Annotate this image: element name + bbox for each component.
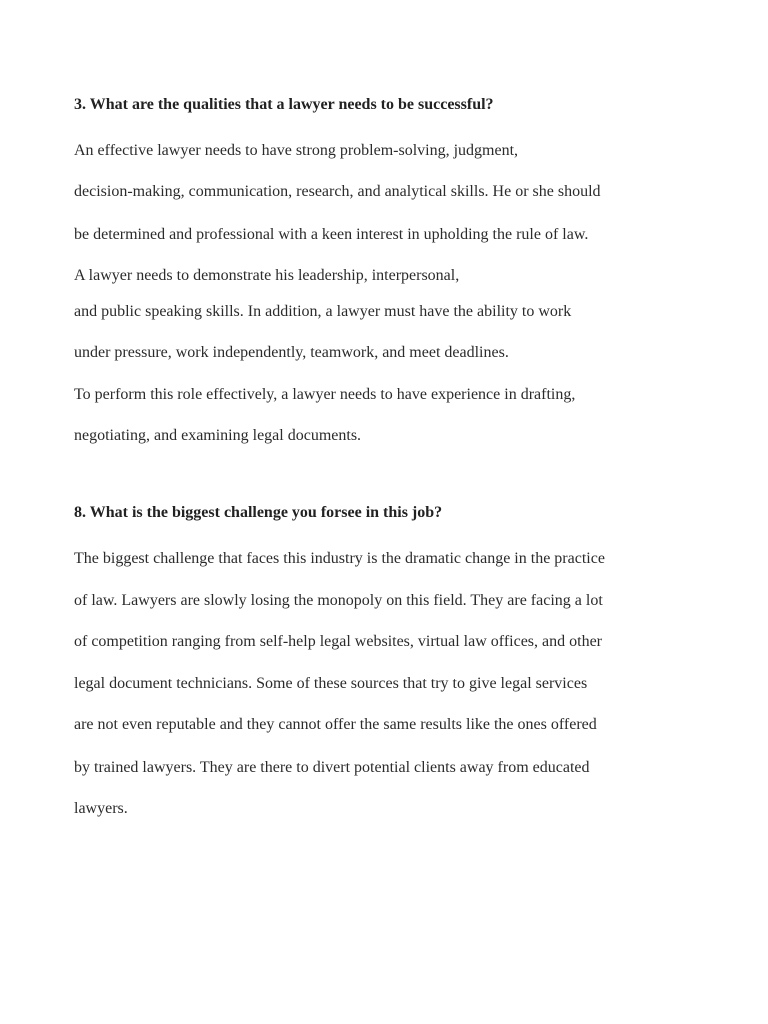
section2-line: by trained lawyers. They are there to divert potential clients away from educated: [74, 759, 590, 776]
section2-line: legal document technicians. Some of these sources that try to give legal services: [74, 675, 588, 692]
section2-line: of competition ranging from self-help legal websites, virtual law offices, and other: [74, 633, 602, 650]
section1-line: A lawyer needs to demonstrate his leadership, interpersonal,: [74, 267, 460, 284]
section1-heading: 3. What are the qualities that a lawyer needs to be successful?: [74, 96, 494, 113]
section1-line: under pressure, work independently, teamwork, and meet deadlines.: [74, 344, 509, 361]
section2-heading: 8. What is the biggest challenge you forsee in this job?: [74, 504, 443, 521]
section1-line: decision-making, communication, research, and analytical skills. He or she should: [74, 183, 601, 200]
section1-line: An effective lawyer needs to have strong problem-solving, judgment,: [74, 142, 519, 159]
section1-line: negotiating, and examining legal documents.: [74, 427, 362, 444]
section1-line: be determined and professional with a keen interest in upholding the rule of law.: [74, 226, 589, 243]
section2-line: are not even reputable and they cannot offer the same results like the ones offered: [74, 716, 597, 733]
section1-line: To perform this role effectively, a lawyer needs to have experience in drafting,: [74, 386, 576, 403]
section2-line: The biggest challenge that faces this industry is the dramatic change in the practice: [74, 550, 605, 567]
section2-line: lawyers.: [74, 800, 128, 817]
section2-line: of law. Lawyers are slowly losing the monopoly on this field. They are facing a lot: [74, 592, 603, 609]
section1-line: and public speaking skills. In addition, a lawyer must have the ability to work: [74, 303, 572, 320]
